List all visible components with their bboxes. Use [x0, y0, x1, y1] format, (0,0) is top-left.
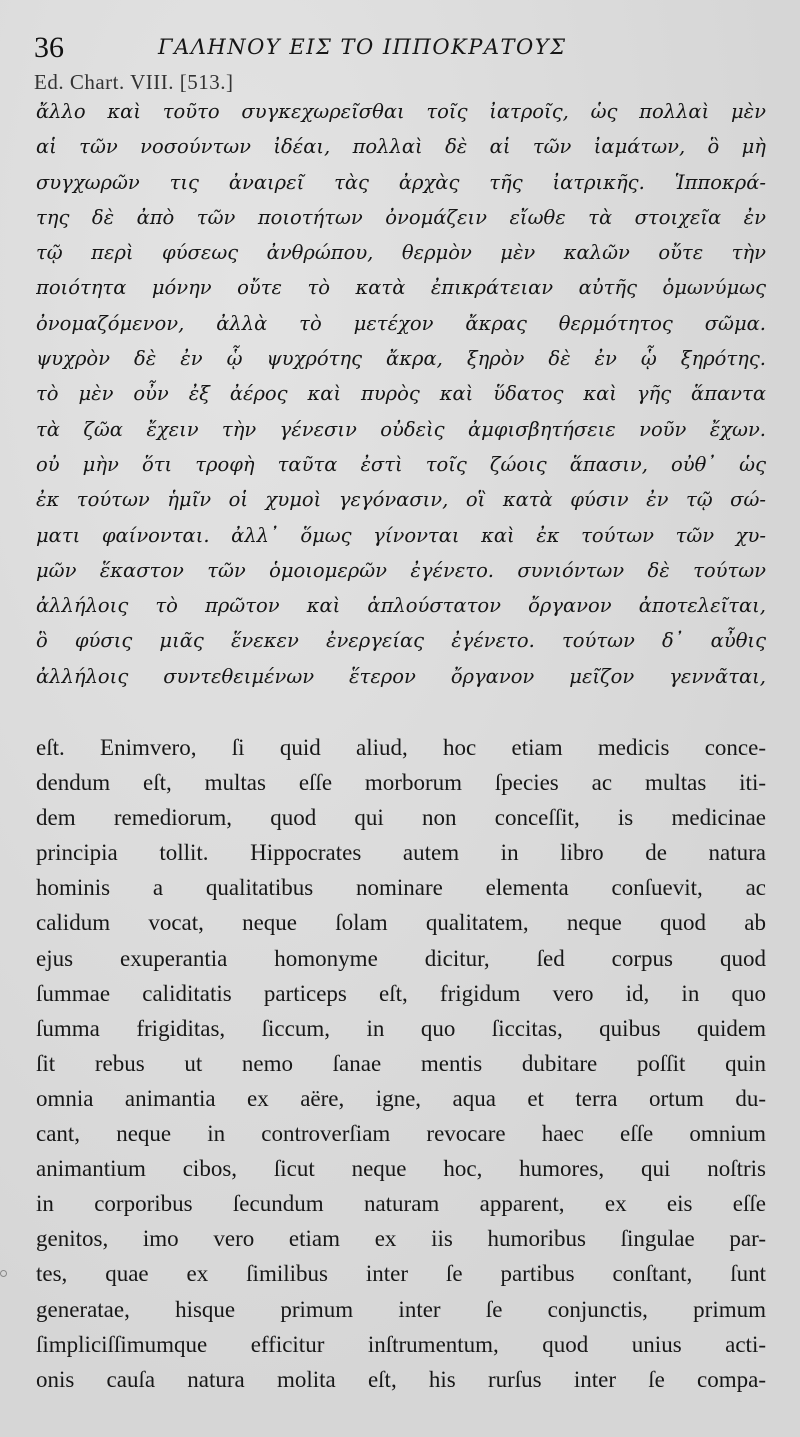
latin-line: tes, quae ex ſimilibus inter ſe partibus conſtant, ſunt — [36, 1261, 766, 1287]
greek-line: ποιότητα μόνην οὔτε τὸ κατὰ ἐπικράτειαν αὐτῆς ὁμωνύμως — [36, 276, 766, 300]
latin-line: generatae, hisque primum inter ſe conjunctis, primum — [36, 1296, 766, 1322]
latin-text-block — [36, 730, 766, 1397]
latin-line: ſummae caliditatis particeps eſt, frigidum vero id, in quo — [36, 980, 766, 1006]
greek-text-block — [36, 94, 766, 694]
greek-line: τὰ ζῶα ἔχειν τὴν γένεσιν οὐδεὶς ἀμφισβητήσειε νοῦν ἔχων. — [36, 417, 766, 441]
greek-line: ἀλλήλοις συντεθειμένων ἕτερον ὄργανον μεῖζον γεννᾶται, — [36, 664, 766, 688]
latin-line: eſt. Enimvero, ſi quid aliud, hoc etiam medicis conce- — [36, 735, 766, 760]
greek-line: τὸ μὲν οὖν ἐξ ἀέρος καὶ πυρὸς καὶ ὕδατος καὶ γῆς ἅπαντα — [36, 382, 766, 406]
latin-line: omnia animantia ex aëre, igne, aqua et terra ortum du- — [36, 1085, 766, 1111]
latin-line: calidum vocat, neque ſolam qualitatem, neque quod ab — [36, 910, 766, 936]
greek-line: συγχωρῶν τις ἀναιρεῖ τὰς ἀρχὰς τῆς ἰατρικῆς. Ἱπποκρά- — [36, 170, 766, 194]
latin-line: ejus exuperantia homonyme dicitur, ſed corpus quod — [36, 945, 766, 971]
running-head — [34, 30, 774, 66]
greek-line: ὃ φύσις μιᾶς ἕνεκεν ἐνεργείας ἐγένετο. τούτων δ᾽ αὖθις — [36, 629, 766, 653]
greek-line: ἐκ τούτων ἡμῖν οἱ χυμοὶ γεγόνασιν, οἳ κατὰ φύσιν ἐν τῷ σώ- — [36, 488, 766, 512]
page-number: 36 — [34, 31, 64, 64]
latin-line: onis cauſa natura molita eſt, his rurſus inter ſe compa- — [36, 1366, 766, 1392]
greek-line: ψυχρὸν δὲ ἐν ᾧ ψυχρότης ἄκρα, ξηρὸν δὲ ἐν ᾧ ξηρότης. — [36, 347, 766, 371]
greek-line: αἱ τῶν νοσούντων ἰδέαι, πολλαὶ δὲ αἱ τῶν ἰαμάτων, ὃ μὴ — [36, 135, 766, 159]
latin-line: animantium cibos, ſicut neque hoc, humores, qui noſtris — [36, 1156, 766, 1182]
greek-line: ματι φαίνονται. ἀλλ᾽ ὅμως γίνονται καὶ ἐκ τούτων τῶν χυ- — [36, 523, 766, 547]
latin-line: ſumma frigiditas, ſiccum, in quo ſiccitas, quibus quidem — [36, 1015, 766, 1041]
latin-line: dem remediorum, quod qui non conceſſit, is medicinae — [36, 805, 766, 831]
latin-line: hominis a qualitatibus nominare elementa conſuevit, ac — [36, 875, 766, 901]
latin-line: ſit rebus ut nemo ſanae mentis dubitare poſſit quin — [36, 1050, 766, 1076]
latin-line: dendum eſt, multas eſſe morborum ſpecies ac multas iti- — [36, 770, 766, 796]
greek-line: ἀλλήλοις τὸ πρῶτον καὶ ἁπλούστατον ὄργανον ἀποτελεῖται, — [36, 594, 766, 618]
greek-line: οὐ μὴν ὅτι τροφὴ ταῦτα ἐστὶ τοῖς ζώοις ἅπασιν, οὐθ᾽ ὡς — [36, 452, 766, 476]
latin-line: in corporibus ſecundum naturam apparent, ex eis eſſe — [36, 1191, 766, 1217]
greek-line: ἄλλο καὶ τοῦτο συγκεχωρεῖσθαι τοῖς ἰατροῖς, ὡς πολλαὶ μὲν — [36, 100, 766, 123]
margin-ring-mark — [0, 1270, 7, 1277]
greek-line: τῷ περὶ φύσεως ἀνθρώπου, θερμὸν μὲν καλῶν οὔτε τὴν — [36, 241, 766, 265]
edition-note: Ed. Chart. VIII. [513.] — [34, 70, 234, 94]
latin-line: genitos, imo vero etiam ex iis humoribus ſingulae par- — [36, 1226, 766, 1252]
greek-line: ὀνομαζόμενον, ἀλλὰ τὸ μετέχον ἄκρας θερμότητος σῶμα. — [36, 311, 766, 335]
latin-line: ſimpliciſſimumque efficitur inſtrumentum, quod unius acti- — [36, 1331, 766, 1357]
greek-line: της δὲ ἀπὸ τῶν ποιοτήτων ὀνομάζειν εἴωθε τὰ στοιχεῖα ἐν — [36, 205, 766, 229]
latin-line: principia tollit. Hippocrates autem in libro de natura — [36, 840, 766, 866]
running-title: ΓΑΛΗΝΟΥ ΕΙΣ ΤΟ ΙΠΠΟΚΡΑΤΟΥΣ — [158, 35, 567, 59]
greek-line: μῶν ἕκαστον τῶν ὁμοιομερῶν ἐγένετο. συνιόντων δὲ τούτων — [36, 558, 766, 582]
latin-line: cant, neque in controverſiam revocare haec eſſe omnium — [36, 1121, 766, 1147]
